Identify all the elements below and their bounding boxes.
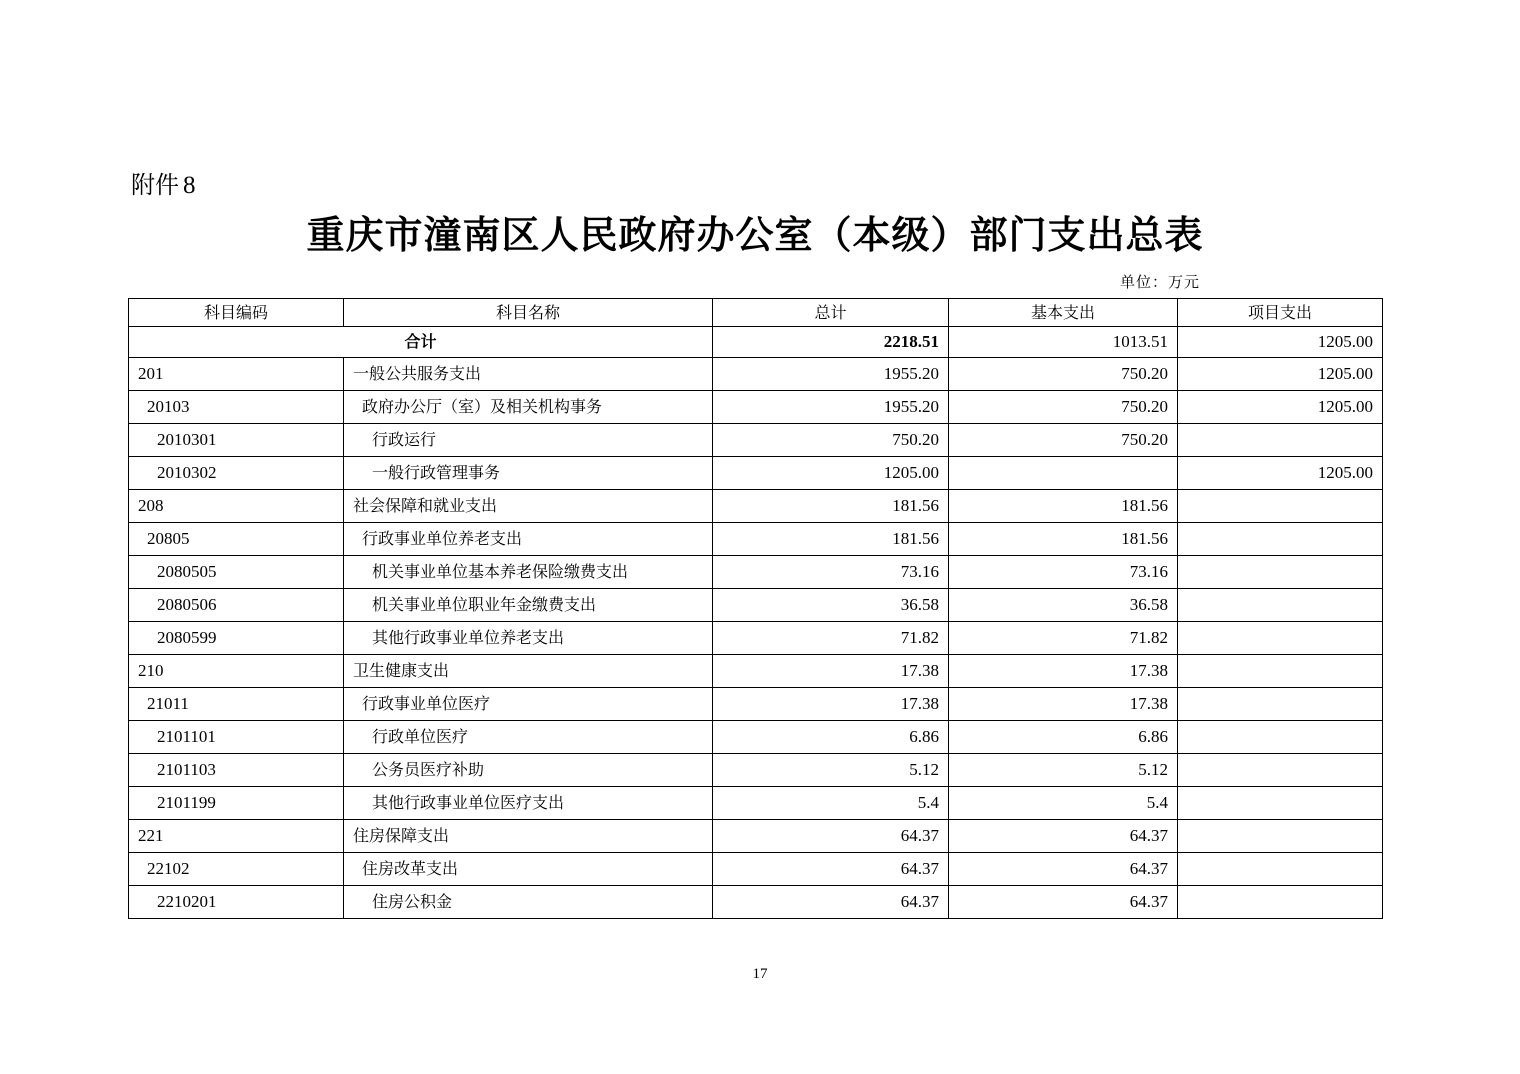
row-total: 750.20 — [713, 424, 949, 457]
row-code: 208 — [129, 490, 344, 523]
row-code: 2010301 — [129, 424, 344, 457]
row-basic: 181.56 — [949, 523, 1178, 556]
row-name: 社会保障和就业支出 — [344, 490, 713, 523]
row-name: 卫生健康支出 — [344, 655, 713, 688]
header-basic: 基本支出 — [949, 299, 1178, 327]
row-name: 行政运行 — [344, 424, 713, 457]
total-project: 1205.00 — [1178, 327, 1383, 358]
row-code: 2210201 — [129, 886, 344, 919]
attachment-label — [131, 168, 196, 203]
table-row — [129, 391, 1383, 424]
row-total: 1205.00 — [713, 457, 949, 490]
row-code: 210 — [129, 655, 344, 688]
row-basic: 17.38 — [949, 655, 1178, 688]
table-row — [129, 754, 1383, 787]
row-project — [1178, 655, 1383, 688]
row-code: 221 — [129, 820, 344, 853]
row-total: 73.16 — [713, 556, 949, 589]
table-row — [129, 490, 1383, 523]
row-basic: 750.20 — [949, 424, 1178, 457]
row-name: 其他行政事业单位医疗支出 — [344, 787, 713, 820]
row-basic — [949, 457, 1178, 490]
row-name: 一般行政管理事务 — [344, 457, 713, 490]
row-project — [1178, 787, 1383, 820]
table-row — [129, 721, 1383, 754]
row-total: 6.86 — [713, 721, 949, 754]
row-name: 机关事业单位基本养老保险缴费支出 — [344, 556, 713, 589]
row-name: 其他行政事业单位养老支出 — [344, 622, 713, 655]
table-row — [129, 787, 1383, 820]
attachment-number: 8 — [183, 172, 196, 199]
row-project — [1178, 886, 1383, 919]
row-project: 1205.00 — [1178, 457, 1383, 490]
table-row — [129, 424, 1383, 457]
header-total: 总计 — [713, 299, 949, 327]
row-name: 公务员医疗补助 — [344, 754, 713, 787]
row-code: 2101199 — [129, 787, 344, 820]
row-basic: 5.12 — [949, 754, 1178, 787]
row-project: 1205.00 — [1178, 358, 1383, 391]
row-basic: 64.37 — [949, 886, 1178, 919]
row-basic: 5.4 — [949, 787, 1178, 820]
table-header — [129, 299, 1383, 327]
row-project — [1178, 523, 1383, 556]
row-project — [1178, 622, 1383, 655]
page-number: 17 — [752, 966, 768, 982]
table-row — [129, 457, 1383, 490]
table-row — [129, 358, 1383, 391]
row-project: 1205.00 — [1178, 391, 1383, 424]
row-total: 5.4 — [713, 787, 949, 820]
row-project — [1178, 721, 1383, 754]
table-body — [129, 327, 1383, 919]
row-code: 20103 — [129, 391, 344, 424]
row-total: 1955.20 — [713, 391, 949, 424]
table-row — [129, 820, 1383, 853]
row-code: 2080505 — [129, 556, 344, 589]
total-row — [129, 327, 1383, 358]
row-basic: 750.20 — [949, 358, 1178, 391]
header-name: 科目名称 — [344, 299, 713, 327]
table-row — [129, 556, 1383, 589]
row-basic: 17.38 — [949, 688, 1178, 721]
row-name: 机关事业单位职业年金缴费支出 — [344, 589, 713, 622]
row-name: 行政事业单位医疗 — [344, 688, 713, 721]
table-row — [129, 622, 1383, 655]
row-basic: 181.56 — [949, 490, 1178, 523]
row-code: 201 — [129, 358, 344, 391]
row-code: 2080506 — [129, 589, 344, 622]
row-total: 181.56 — [713, 490, 949, 523]
row-project — [1178, 688, 1383, 721]
row-total: 64.37 — [713, 886, 949, 919]
row-basic: 64.37 — [949, 820, 1178, 853]
row-total: 71.82 — [713, 622, 949, 655]
attachment-text: 附件 — [131, 171, 179, 199]
row-project — [1178, 589, 1383, 622]
row-code: 20805 — [129, 523, 344, 556]
row-name: 行政单位医疗 — [344, 721, 713, 754]
row-project — [1178, 490, 1383, 523]
total-basic: 1013.51 — [949, 327, 1178, 358]
row-total: 17.38 — [713, 655, 949, 688]
row-total: 17.38 — [713, 688, 949, 721]
total-total: 2218.51 — [713, 327, 949, 358]
header-project: 项目支出 — [1178, 299, 1383, 327]
row-name: 住房保障支出 — [344, 820, 713, 853]
row-name: 行政事业单位养老支出 — [344, 523, 713, 556]
row-code: 22102 — [129, 853, 344, 886]
row-total: 181.56 — [713, 523, 949, 556]
row-total: 64.37 — [713, 853, 949, 886]
row-code: 2101101 — [129, 721, 344, 754]
row-basic: 64.37 — [949, 853, 1178, 886]
row-total: 1955.20 — [713, 358, 949, 391]
row-code: 21011 — [129, 688, 344, 721]
table-row — [129, 655, 1383, 688]
row-total: 36.58 — [713, 589, 949, 622]
row-basic: 36.58 — [949, 589, 1178, 622]
page-title: 重庆市潼南区人民政府办公室（本级）部门支出总表 — [306, 212, 1204, 257]
row-project — [1178, 424, 1383, 457]
expenditure-table — [128, 298, 1383, 919]
row-name: 住房改革支出 — [344, 853, 713, 886]
total-label: 合计 — [129, 327, 713, 358]
row-code: 2080599 — [129, 622, 344, 655]
header-code: 科目编码 — [129, 299, 344, 327]
row-project — [1178, 820, 1383, 853]
row-basic: 750.20 — [949, 391, 1178, 424]
row-project — [1178, 754, 1383, 787]
row-code: 2010302 — [129, 457, 344, 490]
row-project — [1178, 853, 1383, 886]
row-total: 64.37 — [713, 820, 949, 853]
row-name: 政府办公厅（室）及相关机构事务 — [344, 391, 713, 424]
row-name: 一般公共服务支出 — [344, 358, 713, 391]
table-row — [129, 688, 1383, 721]
table-row — [129, 523, 1383, 556]
table-row — [129, 886, 1383, 919]
row-project — [1178, 556, 1383, 589]
row-code: 2101103 — [129, 754, 344, 787]
row-total: 5.12 — [713, 754, 949, 787]
row-name: 住房公积金 — [344, 886, 713, 919]
unit-label: 单位：万元 — [1120, 273, 1201, 291]
row-basic: 71.82 — [949, 622, 1178, 655]
table-row — [129, 589, 1383, 622]
row-basic: 6.86 — [949, 721, 1178, 754]
header-row — [129, 299, 1383, 327]
table-row — [129, 853, 1383, 886]
row-basic: 73.16 — [949, 556, 1178, 589]
